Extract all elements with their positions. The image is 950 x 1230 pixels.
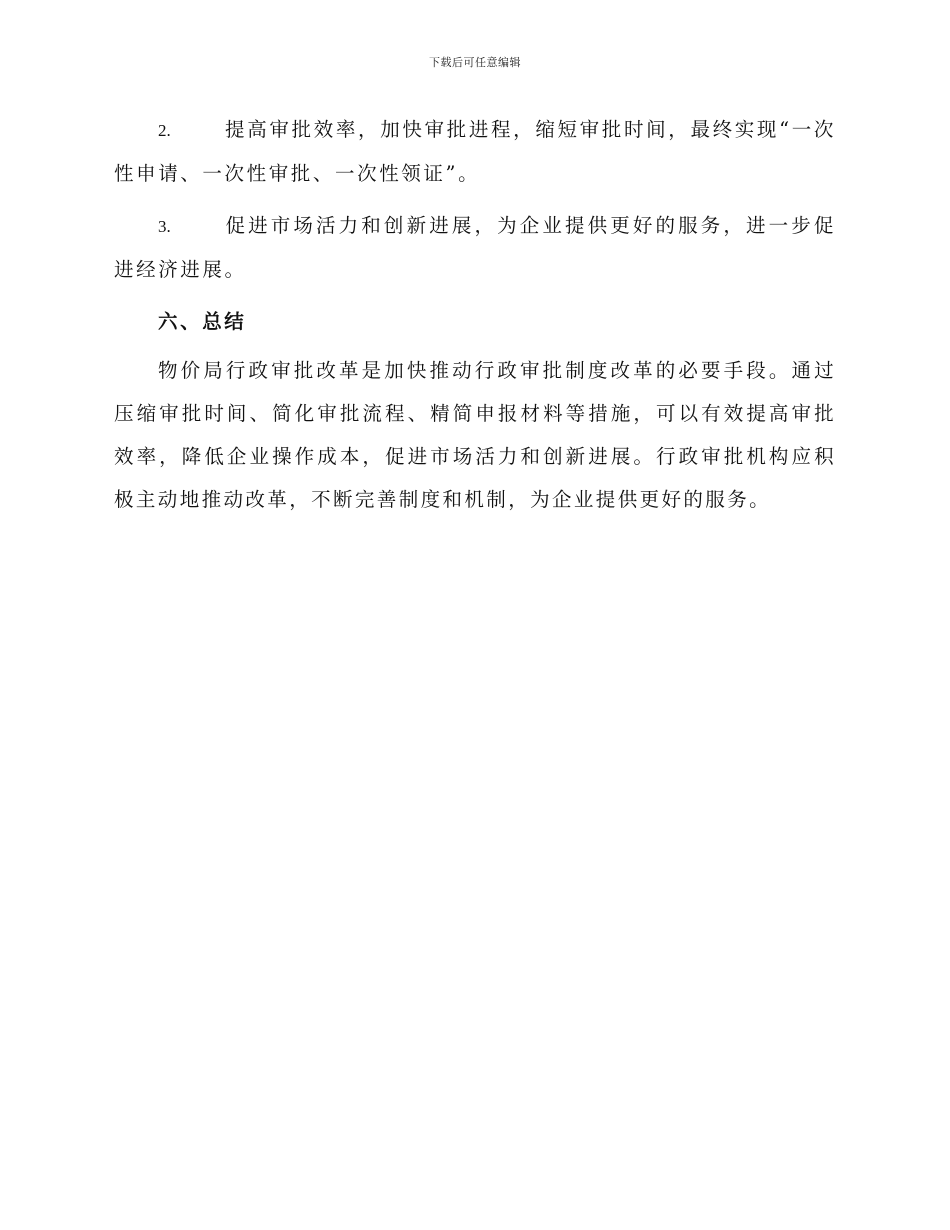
summary-paragraph: 物价局行政审批改革是加快推动行政审批制度改革的必要手段。通过压缩审批时间、简化审批流程、精简申报材料等措施，可以有效提高审批效率，降低企业操作成本，促进市场活力和创新进展。行政审批机构应积极主动地推动改革，不断完善制度和机制，为企业提供更好的服务。 xyxy=(114,359,836,511)
list-item-number: 2. xyxy=(158,121,171,140)
list-item-text: 促进市场活力和创新进展，为企业提供更好的服务，进一步促进经济进展。 xyxy=(114,214,836,281)
page-header-note: 下载后可任意编辑 xyxy=(429,56,521,69)
section-heading: 六、总结 xyxy=(158,310,247,333)
list-item-text: 提高审批效率，加快审批进程，缩短审批时间，最终实现“一次性申请、一次性审批、一次性领证”。 xyxy=(114,118,836,185)
list-item-3 xyxy=(114,204,836,291)
list-item-2 xyxy=(114,108,836,195)
document-body xyxy=(114,108,836,521)
list-item-number: 3. xyxy=(158,217,171,236)
